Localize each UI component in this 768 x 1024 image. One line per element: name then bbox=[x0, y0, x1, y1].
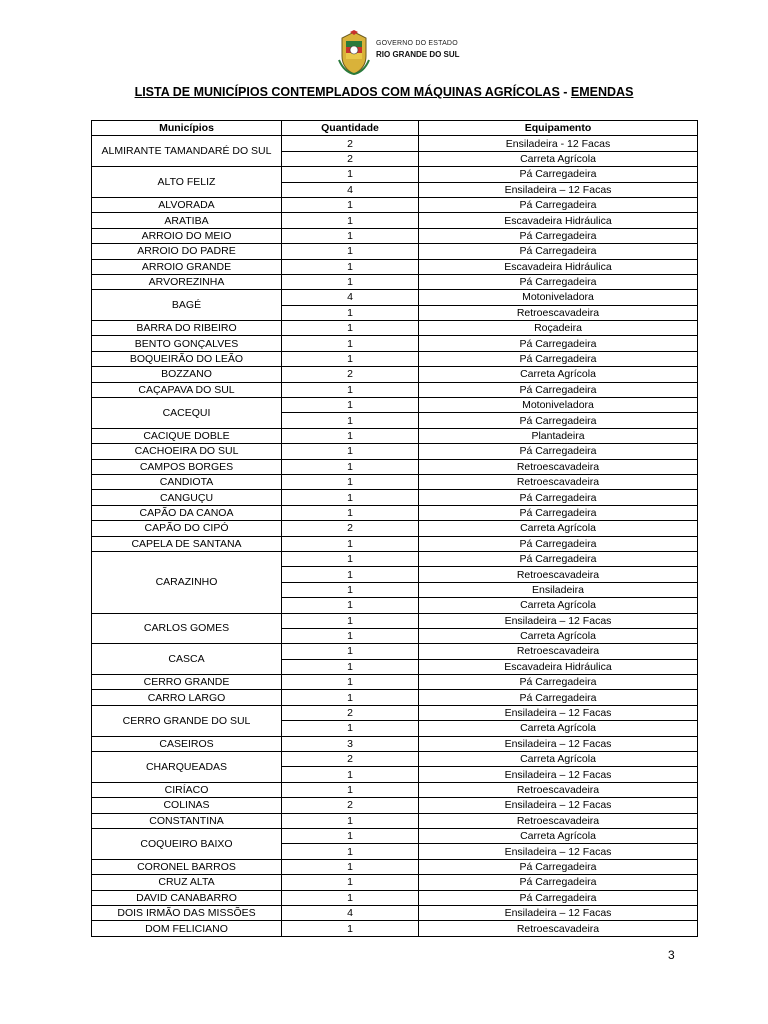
table-row bbox=[92, 828, 698, 843]
cell-equipamento: Motoniveladora bbox=[419, 398, 698, 413]
table-row bbox=[92, 736, 698, 751]
cell-municipio: ARVOREZINHA bbox=[92, 274, 282, 289]
cell-quantidade: 1 bbox=[282, 259, 419, 274]
cell-municipio: CARAZINHO bbox=[92, 551, 282, 613]
table-row bbox=[92, 167, 698, 182]
cell-quantidade: 1 bbox=[282, 536, 419, 551]
table-row bbox=[92, 321, 698, 336]
cell-quantidade: 1 bbox=[282, 613, 419, 628]
table-row bbox=[92, 921, 698, 936]
cell-municipio: COLINAS bbox=[92, 798, 282, 813]
title-separator: - bbox=[559, 85, 571, 99]
cell-equipamento: Carreta Agrícola bbox=[419, 598, 698, 613]
cell-equipamento: Escavadeira Hidráulica bbox=[419, 213, 698, 228]
cell-equipamento: Pá Carregadeira bbox=[419, 382, 698, 397]
cell-quantidade: 1 bbox=[282, 351, 419, 366]
cell-equipamento: Retroescavadeira bbox=[419, 644, 698, 659]
cell-quantidade: 1 bbox=[282, 398, 419, 413]
cell-municipio: CRUZ ALTA bbox=[92, 875, 282, 890]
cell-quantidade: 1 bbox=[282, 598, 419, 613]
cell-quantidade: 1 bbox=[282, 875, 419, 890]
table-row bbox=[92, 290, 698, 305]
cell-quantidade: 1 bbox=[282, 413, 419, 428]
header-municipios: Municípios bbox=[92, 121, 282, 136]
title-emendas: EMENDAS bbox=[570, 85, 634, 99]
cell-equipamento: Carreta Agrícola bbox=[419, 628, 698, 643]
cell-quantidade: 1 bbox=[282, 474, 419, 489]
table-row bbox=[92, 813, 698, 828]
cell-equipamento: Retroescavadeira bbox=[419, 813, 698, 828]
cell-municipio: BOZZANO bbox=[92, 367, 282, 382]
table-row bbox=[92, 428, 698, 443]
cell-equipamento: Pá Carregadeira bbox=[419, 536, 698, 551]
cell-equipamento: Carreta Agrícola bbox=[419, 521, 698, 536]
cell-municipio: CAMPOS BORGES bbox=[92, 459, 282, 474]
cell-quantidade: 1 bbox=[282, 859, 419, 874]
table-row bbox=[92, 875, 698, 890]
table-row bbox=[92, 859, 698, 874]
table-row bbox=[92, 644, 698, 659]
cell-municipio: CASCA bbox=[92, 644, 282, 675]
cell-equipamento: Ensiladeira bbox=[419, 582, 698, 597]
logo-line-government: GOVERNO DO ESTADO bbox=[376, 40, 458, 47]
cell-equipamento: Ensiladeira – 12 Facas bbox=[419, 798, 698, 813]
cell-quantidade: 1 bbox=[282, 628, 419, 643]
cell-equipamento: Ensiladeira – 12 Facas bbox=[419, 613, 698, 628]
cell-municipio: CACIQUE DOBLE bbox=[92, 428, 282, 443]
cell-municipio: CIRÍACO bbox=[92, 782, 282, 797]
page-title bbox=[0, 85, 768, 99]
cell-quantidade: 1 bbox=[282, 490, 419, 505]
cell-municipio: CERRO GRANDE DO SUL bbox=[92, 705, 282, 736]
cell-municipio: ALMIRANTE TAMANDARÉ DO SUL bbox=[92, 136, 282, 167]
cell-equipamento: Pá Carregadeira bbox=[419, 444, 698, 459]
page-number: 3 bbox=[668, 948, 675, 962]
cell-municipio: CAPÃO DO CIPÓ bbox=[92, 521, 282, 536]
cell-quantidade: 1 bbox=[282, 336, 419, 351]
cell-municipio: ALVORADA bbox=[92, 197, 282, 212]
table-row bbox=[92, 613, 698, 628]
cell-equipamento: Ensiladeira - 12 Facas bbox=[419, 136, 698, 151]
table-row bbox=[92, 351, 698, 366]
cell-municipio: CASEIROS bbox=[92, 736, 282, 751]
table-row bbox=[92, 474, 698, 489]
table-row bbox=[92, 490, 698, 505]
cell-quantidade: 4 bbox=[282, 182, 419, 197]
cell-quantidade: 1 bbox=[282, 444, 419, 459]
cell-municipio: DOIS IRMÃO DAS MISSÕES bbox=[92, 905, 282, 920]
cell-quantidade: 1 bbox=[282, 274, 419, 289]
cell-equipamento: Pá Carregadeira bbox=[419, 228, 698, 243]
cell-equipamento: Carreta Agrícola bbox=[419, 721, 698, 736]
cell-equipamento: Pá Carregadeira bbox=[419, 244, 698, 259]
cell-quantidade: 1 bbox=[282, 505, 419, 520]
cell-equipamento: Roçadeira bbox=[419, 321, 698, 336]
cell-quantidade: 1 bbox=[282, 197, 419, 212]
cell-equipamento: Retroescavadeira bbox=[419, 782, 698, 797]
cell-equipamento: Pá Carregadeira bbox=[419, 675, 698, 690]
cell-quantidade: 2 bbox=[282, 705, 419, 720]
table-row bbox=[92, 551, 698, 566]
table-row bbox=[92, 890, 698, 905]
cell-quantidade: 2 bbox=[282, 136, 419, 151]
cell-municipio: ARATIBA bbox=[92, 213, 282, 228]
cell-equipamento: Retroescavadeira bbox=[419, 459, 698, 474]
cell-municipio: CAPELA DE SANTANA bbox=[92, 536, 282, 551]
cell-municipio: CARRO LARGO bbox=[92, 690, 282, 705]
cell-quantidade: 1 bbox=[282, 690, 419, 705]
table-body bbox=[92, 136, 698, 936]
table-row bbox=[92, 259, 698, 274]
cell-equipamento: Carreta Agrícola bbox=[419, 367, 698, 382]
table-row bbox=[92, 213, 698, 228]
cell-quantidade: 2 bbox=[282, 752, 419, 767]
table-row bbox=[92, 336, 698, 351]
cell-municipio: CARLOS GOMES bbox=[92, 613, 282, 644]
cell-equipamento: Pá Carregadeira bbox=[419, 505, 698, 520]
cell-equipamento: Pá Carregadeira bbox=[419, 490, 698, 505]
cell-quantidade: 3 bbox=[282, 736, 419, 751]
cell-quantidade: 4 bbox=[282, 290, 419, 305]
cell-quantidade: 1 bbox=[282, 321, 419, 336]
cell-municipio: CHARQUEADAS bbox=[92, 752, 282, 783]
cell-municipio: ARROIO DO PADRE bbox=[92, 244, 282, 259]
cell-quantidade: 1 bbox=[282, 459, 419, 474]
cell-quantidade: 1 bbox=[282, 582, 419, 597]
cell-equipamento: Pá Carregadeira bbox=[419, 336, 698, 351]
table-row bbox=[92, 459, 698, 474]
cell-equipamento: Carreta Agrícola bbox=[419, 828, 698, 843]
cell-equipamento: Escavadeira Hidráulica bbox=[419, 259, 698, 274]
cell-quantidade: 4 bbox=[282, 905, 419, 920]
table-row bbox=[92, 382, 698, 397]
cell-equipamento: Pá Carregadeira bbox=[419, 197, 698, 212]
cell-quantidade: 2 bbox=[282, 798, 419, 813]
cell-quantidade: 1 bbox=[282, 567, 419, 582]
cell-quantidade: 2 bbox=[282, 367, 419, 382]
cell-equipamento: Ensiladeira – 12 Facas bbox=[419, 767, 698, 782]
cell-municipio: CACEQUI bbox=[92, 398, 282, 429]
table-header-row bbox=[92, 121, 698, 136]
cell-municipio: COQUEIRO BAIXO bbox=[92, 828, 282, 859]
table-row bbox=[92, 228, 698, 243]
cell-equipamento: Carreta Agrícola bbox=[419, 752, 698, 767]
cell-equipamento: Pá Carregadeira bbox=[419, 875, 698, 890]
cell-municipio: BENTO GONÇALVES bbox=[92, 336, 282, 351]
cell-quantidade: 1 bbox=[282, 428, 419, 443]
table-row bbox=[92, 690, 698, 705]
cell-equipamento: Pá Carregadeira bbox=[419, 274, 698, 289]
cell-equipamento: Pá Carregadeira bbox=[419, 351, 698, 366]
table-row bbox=[92, 536, 698, 551]
cell-municipio: CONSTANTINA bbox=[92, 813, 282, 828]
title-main: LISTA DE MUNICÍPIOS CONTEMPLADOS COM MÁQUINAS AGRÍCOLAS bbox=[134, 85, 560, 99]
cell-equipamento: Ensiladeira – 12 Facas bbox=[419, 182, 698, 197]
cell-quantidade: 1 bbox=[282, 844, 419, 859]
table-row bbox=[92, 798, 698, 813]
cell-quantidade: 1 bbox=[282, 675, 419, 690]
cell-quantidade: 1 bbox=[282, 721, 419, 736]
table-row bbox=[92, 367, 698, 382]
cell-municipio: ALTO FELIZ bbox=[92, 167, 282, 198]
cell-quantidade: 1 bbox=[282, 244, 419, 259]
cell-municipio: BARRA DO RIBEIRO bbox=[92, 321, 282, 336]
cell-equipamento: Retroescavadeira bbox=[419, 567, 698, 582]
cell-municipio: CAÇAPAVA DO SUL bbox=[92, 382, 282, 397]
header-quantidade: Quantidade bbox=[282, 121, 419, 136]
cell-equipamento: Ensiladeira – 12 Facas bbox=[419, 905, 698, 920]
cell-municipio: DAVID CANABARRO bbox=[92, 890, 282, 905]
table-row bbox=[92, 752, 698, 767]
cell-equipamento: Retroescavadeira bbox=[419, 921, 698, 936]
state-logo bbox=[336, 30, 466, 76]
cell-quantidade: 2 bbox=[282, 521, 419, 536]
header-equipamento: Equipamento bbox=[419, 121, 698, 136]
cell-equipamento: Pá Carregadeira bbox=[419, 551, 698, 566]
cell-equipamento: Pá Carregadeira bbox=[419, 890, 698, 905]
cell-equipamento: Ensiladeira – 12 Facas bbox=[419, 705, 698, 720]
table-row bbox=[92, 136, 698, 151]
cell-municipio: BAGÉ bbox=[92, 290, 282, 321]
table-row bbox=[92, 274, 698, 289]
cell-municipio: ARROIO GRANDE bbox=[92, 259, 282, 274]
table-row bbox=[92, 505, 698, 520]
table-row bbox=[92, 705, 698, 720]
table-row bbox=[92, 398, 698, 413]
cell-municipio: ARROIO DO MEIO bbox=[92, 228, 282, 243]
cell-quantidade: 1 bbox=[282, 890, 419, 905]
cell-quantidade: 1 bbox=[282, 767, 419, 782]
cell-quantidade: 1 bbox=[282, 659, 419, 674]
cell-equipamento: Motoniveladora bbox=[419, 290, 698, 305]
cell-quantidade: 1 bbox=[282, 813, 419, 828]
cell-municipio: BOQUEIRÃO DO LEÃO bbox=[92, 351, 282, 366]
table-row bbox=[92, 444, 698, 459]
cell-equipamento: Pá Carregadeira bbox=[419, 859, 698, 874]
cell-equipamento: Ensiladeira – 12 Facas bbox=[419, 736, 698, 751]
cell-equipamento: Pá Carregadeira bbox=[419, 167, 698, 182]
table-row bbox=[92, 782, 698, 797]
coat-of-arms-icon bbox=[336, 30, 372, 76]
municipalities-table bbox=[91, 120, 698, 937]
cell-quantidade: 1 bbox=[282, 213, 419, 228]
cell-quantidade: 1 bbox=[282, 551, 419, 566]
cell-quantidade: 1 bbox=[282, 228, 419, 243]
cell-equipamento: Ensiladeira – 12 Facas bbox=[419, 844, 698, 859]
cell-municipio: DOM FELICIANO bbox=[92, 921, 282, 936]
cell-municipio: CAPÃO DA CANOA bbox=[92, 505, 282, 520]
cell-quantidade: 1 bbox=[282, 305, 419, 320]
cell-quantidade: 1 bbox=[282, 828, 419, 843]
logo-line-state: RIO GRANDE DO SUL bbox=[376, 50, 460, 59]
table-row bbox=[92, 905, 698, 920]
cell-municipio: CACHOEIRA DO SUL bbox=[92, 444, 282, 459]
table-row bbox=[92, 675, 698, 690]
cell-equipamento: Carreta Agrícola bbox=[419, 151, 698, 166]
cell-quantidade: 1 bbox=[282, 921, 419, 936]
cell-municipio: CORONEL BARROS bbox=[92, 859, 282, 874]
cell-quantidade: 1 bbox=[282, 382, 419, 397]
cell-equipamento: Pá Carregadeira bbox=[419, 413, 698, 428]
table-row bbox=[92, 521, 698, 536]
cell-municipio: CANDIOTA bbox=[92, 474, 282, 489]
cell-equipamento: Escavadeira Hidráulica bbox=[419, 659, 698, 674]
cell-equipamento: Plantadeira bbox=[419, 428, 698, 443]
cell-quantidade: 2 bbox=[282, 151, 419, 166]
cell-municipio: CANGUÇU bbox=[92, 490, 282, 505]
cell-equipamento: Pá Carregadeira bbox=[419, 690, 698, 705]
cell-equipamento: Retroescavadeira bbox=[419, 474, 698, 489]
cell-quantidade: 1 bbox=[282, 782, 419, 797]
table-row bbox=[92, 197, 698, 212]
cell-municipio: CERRO GRANDE bbox=[92, 675, 282, 690]
cell-quantidade: 1 bbox=[282, 644, 419, 659]
table-row bbox=[92, 244, 698, 259]
cell-quantidade: 1 bbox=[282, 167, 419, 182]
cell-equipamento: Retroescavadeira bbox=[419, 305, 698, 320]
